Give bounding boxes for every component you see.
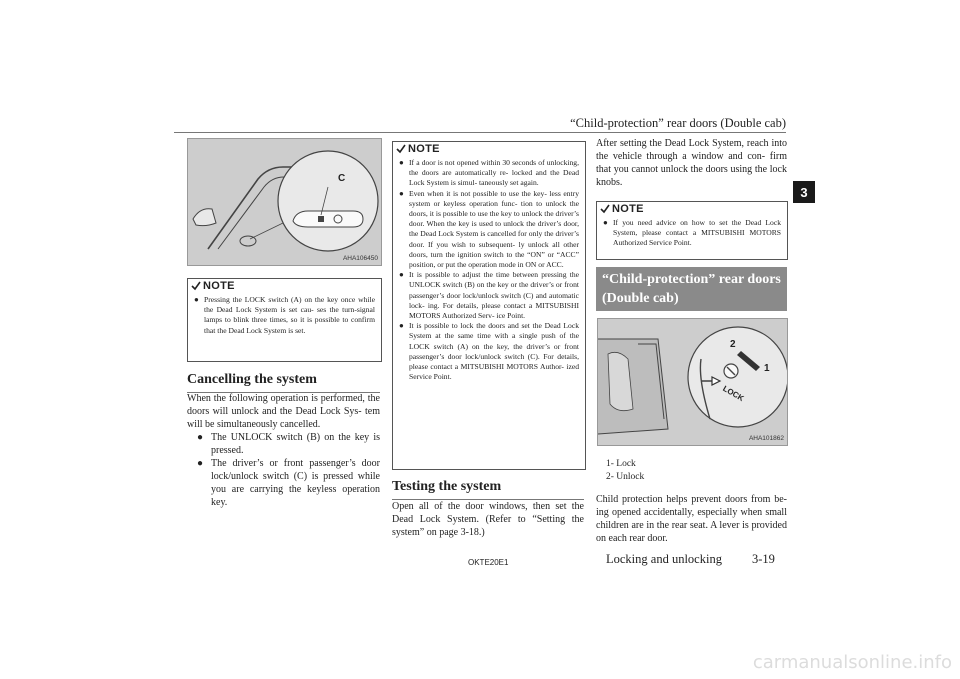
- bullet-icon: ●: [603, 218, 608, 227]
- section-title: Cancelling the system: [187, 372, 317, 387]
- bullet-icon: ●: [399, 270, 404, 280]
- door-switch-figure: [187, 138, 382, 266]
- footer-code: OKTE20E1: [468, 558, 509, 567]
- section-banner: “Child-protection” rear doors (Double cab): [596, 267, 787, 311]
- door-switch-illustration: [188, 139, 381, 265]
- check-icon: [600, 204, 610, 214]
- note-item: ● Even when it is not possible to use the key- less entry system or keyless operation func- tion to unlock the doors, it is possible to use the key to unlock the driver’s door. When the key is used to unlock the driver’s door, the Dead Lock System is cancelled for only the driver’s door. If you wish to subsequent- ly unlock all other doors, turn the ignition switch to the “ON” or “ACC” position, or put the operation mode in ON or ACC.: [399, 188, 579, 270]
- watermark: carmanualsonline.info: [752, 652, 952, 673]
- note-box-2: [392, 141, 586, 470]
- note-header: [597, 202, 787, 216]
- lock-label: LOCK: [721, 383, 746, 404]
- page-number: 3-19: [752, 552, 775, 566]
- section-cancelling: [187, 372, 380, 393]
- note-item: ● If a door is not opened within 30 seconds of unlocking, the doors are automatically re- locked and the Dead Lock System is simul- taneously set again.: [399, 158, 579, 188]
- section-title: Testing the system: [392, 479, 502, 494]
- figure-code: AHA106450: [342, 255, 378, 262]
- check-icon: [396, 144, 406, 154]
- footer-section-title: Locking and unlocking: [606, 552, 722, 566]
- testing-paragraph: Open all of the door windows, then set the Dead Lock System. (Refer to “Setting the system” on page 3-18.): [392, 501, 584, 538]
- list-item: ● The UNLOCK switch (B) on the key is pressed.: [197, 432, 380, 456]
- bullet-icon: ●: [194, 295, 199, 304]
- section-testing: [392, 479, 584, 500]
- header-title: “Child-protection” rear doors (Double cab): [570, 116, 786, 130]
- list-item: ● The driver’s or front passenger’s door lock/unlock switch (C) is pressed while you are carrying the keyless operation key.: [197, 458, 380, 508]
- note-header: [393, 142, 585, 156]
- after-setting-paragraph: After setting the Dead Lock System, reach into the vehicle through a window and con- firm that you cannot unlock the doors using the lock knobs.: [596, 138, 787, 188]
- callout-2: 2: [730, 339, 736, 350]
- cancel-bullets: [197, 431, 380, 509]
- note-label: NOTE: [408, 143, 440, 155]
- note-box-1: [187, 278, 382, 362]
- callout-1: 1: [764, 363, 770, 374]
- callout-c: C: [338, 173, 346, 184]
- cancel-paragraph: When the following operation is performed, the doors will unlock and the Dead Lock Sys- tem will be simultaneously cancelled.: [187, 393, 380, 430]
- note-label: NOTE: [612, 203, 644, 215]
- note-item: ● It is possible to adjust the time between pressing the UNLOCK switch (B) on the key or the driver’s or front passenger’s door lock/unlock switch (C) and automatic lock- ing. For details, please contact a MITSUBISHI MOTORS Authorized Serv- ice Point.: [399, 270, 579, 321]
- bullet-icon: ●: [399, 158, 404, 167]
- chapter-tab: 3: [793, 181, 815, 203]
- figure-legend: [606, 458, 644, 484]
- child-lock-illustration: [598, 319, 787, 445]
- note-box-3: [596, 201, 788, 260]
- note-header: [188, 279, 381, 293]
- child-protection-paragraph: Child protection helps prevent doors from be- ing opened accidentally, especially when small children are in the rear seat. A lever is provided on each rear door.: [596, 494, 787, 544]
- header-rule: [174, 132, 786, 133]
- note-item: ● It is possible to lock the doors and set the Dead Lock System at the same time with a single push of the LOCK switch (A) on the key, the driver’s or front passenger’s door lock/unlock switch (C). For details, please contact a MITSUBISHI MOTORS Author- ized Service Point.: [399, 321, 579, 382]
- legend-item-lock: 1- Lock: [606, 459, 636, 469]
- legend-item-unlock: 2- Unlock: [606, 472, 645, 482]
- note-item: ● If you need advice on how to set the Dead Lock System, please contact a MITSUBISHI MOTORS Authorized Service Point.: [603, 218, 781, 248]
- bullet-icon: ●: [399, 321, 404, 331]
- check-icon: [191, 281, 201, 291]
- child-lock-figure: [597, 318, 788, 446]
- figure-code: AHA101862: [748, 435, 784, 442]
- bullet-icon: ●: [399, 188, 404, 198]
- note-label: NOTE: [203, 280, 235, 292]
- note-item: ● Pressing the LOCK switch (A) on the key once while the Dead Lock System is set cau- ses the turn-signal lamps to blink three times, so it is possible to confirm that the Dead Lock System is set.: [194, 295, 375, 335]
